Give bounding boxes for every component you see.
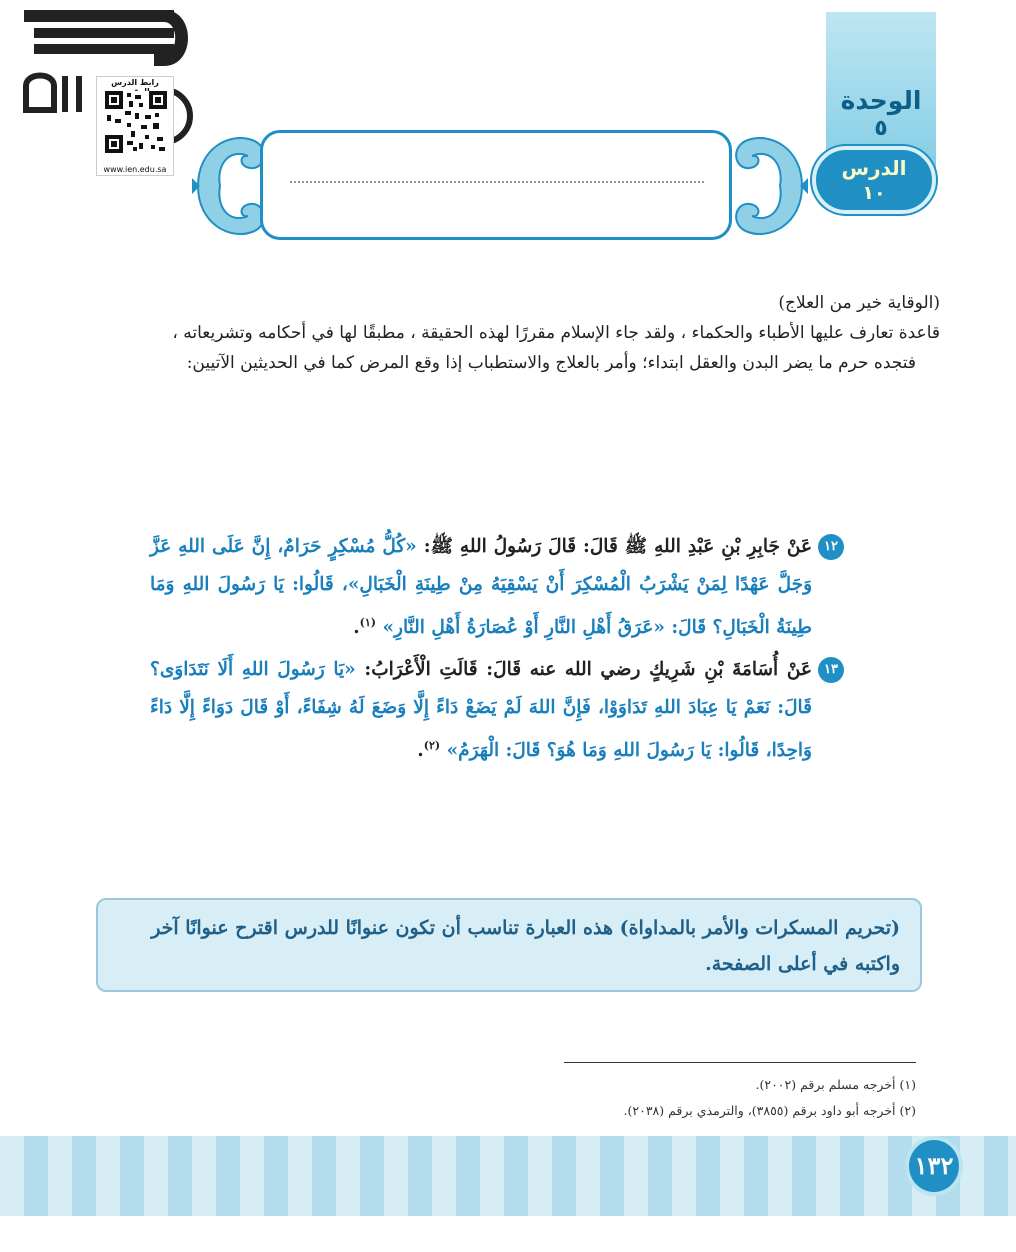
lesson-title: الدرس <box>841 156 907 180</box>
footnotes <box>560 1072 916 1124</box>
footnote-ref[interactable]: (١) <box>359 616 376 629</box>
hadith-narrator: عَنْ جَابِرِ بْنِ عَبْدِ اللهِ ﷺ قَالَ: قَالَ رَسُولُ اللهِ ﷺ: <box>423 536 812 557</box>
footnote: (٢) أخرجه أبو داود برقم (٣٨٥٥)، والترمذي برقم (٢٠٣٨). <box>623 1103 916 1118</box>
lesson-badge <box>812 146 936 214</box>
qr-code-card[interactable] <box>96 76 174 176</box>
intro-line: (الوقاية خير من العلاج) <box>778 293 940 313</box>
hadith-narrator: عَنْ أُسَامَةَ بْنِ شَرِيكٍ رضي الله عنه قَالَ: قَالَتِ الْأَعْرَابُ: <box>364 659 812 681</box>
hadith-text: «يَا رَسُولَ اللهِ أَلَا نَتَدَاوَى؟ قَالَ: نَعَمْ يَا عِبَادَ اللهِ تَدَاوَوْا، فَإِنَّ اللهَ لَمْ يَضَعْ دَاءً إِلَّا وَضَعَ لَهُ شِفَاءً، أَوْ قَالَ دَوَاءً إِلَّا دَاءً وَاحِدًا، قَالُوا: يَا رَسُولَ اللهِ وَمَا هُوَ؟ قَالَ: الْهَرَمُ» <box>150 659 812 762</box>
hadith-section <box>150 528 838 770</box>
unit-number: ٥ <box>874 116 888 141</box>
page-number: ١٣٢ <box>905 1136 963 1196</box>
intro-line: قاعدة تعارف عليها الأطباء والحكماء ، ولقد جاء الإسلام مقررًا لهذه الحقيقة ، مطبقًا لها في أحكامه وتشريعاته ، <box>172 323 940 343</box>
bottom-ornament-border <box>0 1136 1016 1216</box>
hadith-number-badge: ١٣ <box>818 657 844 683</box>
activity-note-box <box>96 898 922 992</box>
lesson-title-box[interactable] <box>260 130 732 240</box>
qr-code-icon <box>105 91 167 153</box>
hadith-number-badge: ١٢ <box>818 534 844 560</box>
title-dotted-line <box>290 181 704 183</box>
activity-note-text: (تحريم المسكرات والأمر بالمداواة) هذه العبارة تناسب أن تكون عنوانًا للدرس اقترح عنوانًا آخر واكتبه في أعلى الصفحة. <box>151 917 900 975</box>
qr-label: رابط الدرس <box>111 78 159 87</box>
footnote-ref[interactable]: (٢) <box>423 739 441 753</box>
hadith-13: ١٣ عَنْ أُسَامَةَ بْنِ شَرِيكٍ رضي الله عنه قَالَ: قَالَتِ الْأَعْرَابُ: «يَا رَسُولَ اللهِ أَلَا نَتَدَاوَى؟ قَالَ: نَعَمْ يَا عِبَادَ اللهِ تَدَاوَوْا، فَإِنَّ اللهَ لَمْ يَضَعْ دَاءً إِلَّا وَضَعَ لَهُ شِفَاءً، أَوْ قَالَ دَوَاءً إِلَّا دَاءً وَاحِدًا، قَالُوا: يَا رَسُولَ اللهِ وَمَا هُوَ؟ قَالَ: الْهَرَمُ» $^{(٢)}$. <box>150 651 812 770</box>
intro-line: فتجده حرم ما يضر البدن والعقل ابتداء؛ وأمر بالعلاج والاستطباب إذا وقع المرض كما في الحديثين الآتيين: <box>186 353 916 373</box>
unit-title: الوحدة <box>840 86 922 115</box>
hadith-12: ١٢ عَنْ جَابِرِ بْنِ عَبْدِ اللهِ ﷺ قَالَ: قَالَ رَسُولُ اللهِ ﷺ: «كُلُّ مُسْكِرٍ حَرَامٌ، إِنَّ عَلَى اللهِ عَزَّ وَجَلَّ عَهْدًا لِمَنْ يَشْرَبُ الْمُسْكِرَ أَنْ يَسْقِيَهُ مِنْ طِينَةِ الْخَبَالِ»، قَالُوا: يَا رَسُولَ اللهِ وَمَا طِينَةُ الْخَبَالِ؟ قَالَ: «عَرَقُ أَهْلِ النَّارِ أَوْ عُصَارَةُ أَهْلِ النَّارِ» $^{(١)}$. <box>150 528 812 647</box>
lesson-number: ١٠ <box>862 182 886 204</box>
intro-paragraph <box>90 288 940 378</box>
qr-url: www.ien.edu.sa <box>103 165 167 174</box>
hadith-text: «كُلُّ مُسْكِرٍ حَرَامٌ، إِنَّ عَلَى اللهِ عَزَّ وَجَلَّ عَهْدًا لِمَنْ يَشْرَبُ الْمُسْكِرَ أَنْ يَسْقِيَهُ مِنْ طِينَةِ الْخَبَالِ»، قَالُوا: يَا رَسُولَ اللهِ وَمَا طِينَةُ الْخَبَالِ؟ قَالَ: «عَرَقُ أَهْلِ النَّارِ أَوْ عُصَارَةُ أَهْلِ النَّارِ» <box>150 536 812 639</box>
footnote: (١) أخرجه مسلم برقم (٢٠٠٢). <box>755 1077 916 1092</box>
footnote-divider <box>564 1062 916 1063</box>
